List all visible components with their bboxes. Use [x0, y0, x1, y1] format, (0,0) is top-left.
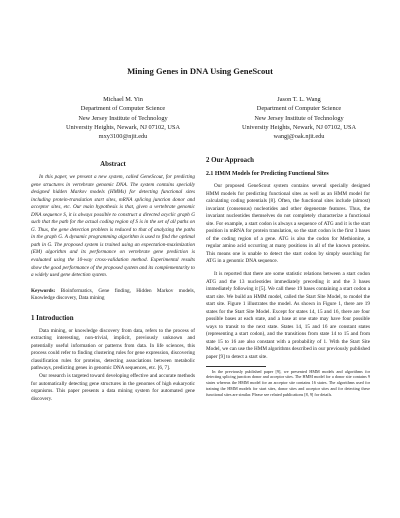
footnote-rule — [206, 366, 266, 367]
introduction-heading: 1 Introduction — [31, 314, 74, 322]
left-column — [31, 160, 195, 403]
footnote: In the previously published paper [9], we presented HMM models and algorithms for detecting splicing junction donor and acceptor sites. The HMM model for a donor site contains 9 states whereas the HMM model for an acceptor site contains 16 states. The algorithms used for training the HMM models for start sites, donor sites and acceptor sites and for detecting these functional sites are similar. Please see related publications [8, 9] for details. — [206, 368, 370, 398]
author-address: University Heights, Newark, NJ 07102, USA — [65, 123, 181, 131]
intro-paragraph: Data mining, or knowledge discovery from data, refers to the process of extracting interesting, non-trivial, implicit, previously unknown and potentially useful information or patterns from data. In life sciences, this process could refer to finding clustering rules for gene expression, discovering classification rules for proteins, detecting associations between metabolic pathways, predicting genes in genomic DNA sequences, etc. [6, 7]. — [31, 327, 195, 372]
abstract-heading: Abstract — [100, 161, 126, 168]
author-institution: New Jersey Institute of Technology — [254, 114, 344, 122]
author-address: University Heights, Newark, NJ 07102, USA — [241, 123, 357, 131]
author-block-2 — [204, 95, 394, 141]
abstract-text: In this paper, we present a new system, called GeneScout, for predicting gene structures in vertebrate genomic DNA. The system contains specially designed hidden Markov models (HMMs) for detecting functional sites including protein-translation start sites, mRNA splicing junction donor and acceptor sites, etc. Our main hypothesis is that, given a vertebrate genomic DNA sequence S, it is always possible to construct a directed acyclic graph G such that the path for the actual coding region of S is in the set of all paths on G. Thus, the gene detection problem is reduced to that of analyzing the paths in the graph G. A dynamic programming algorithm is used to find the optimal path in G. The proposed system is trained using an expectation-maximization (EM) algorithm and its performance on vertebrate gene prediction is evaluated using the 10-way cross-validation method. Experimental results show the good performance of the proposed system and its complementarity to a widely used gene detection system. — [31, 174, 195, 279]
paper-title: Mining Genes in DNA Using GeneScout — [127, 66, 273, 76]
intro-paragraph: Our research is targeted toward developing effective and accurate methods for automatically detecting gene structures in the genomes of high eukaryotic organisms. This paper presents a data mining system for automated gene discovery. — [31, 373, 195, 402]
right-column — [206, 156, 370, 398]
author-dept: Department of Computer Science — [80, 105, 166, 113]
author-institution: New Jersey Institute of Technology — [78, 114, 168, 122]
author-block-1 — [28, 95, 218, 141]
author-name: Jason T. L. Wang — [277, 96, 321, 103]
approach-paragraph: It is reported that there are some statistic relations between a start codon ATG and the 13 nucleotides immediately preceding it and the 3 bases immediately following it [5]. We call these 19 bases containing a start codon a start site. We build an HMM model, called the Start Site Model, to model the start site. Figure 1 illustrates the model. As shown in Figure 1, there are 19 states for the Start Site Model. Except for states 14, 15 and 16, there are four possible bases at each state, and a base at one state may have four possible ways to transit to the next state. States 14, 15 and 16 are constant states (representing a start codon), and the transitions from state 14 to 15 and from state 15 to 16 are also constant with a probability of 1. With the Start Site Model, we can use the HMM algorithms described in our previously published paper [9] to detect a start site. — [206, 271, 370, 361]
subsection-heading: 2.1 HMM Models for Predicting Functional Sites — [206, 171, 329, 177]
author-email: mxy3100@njit.edu — [98, 133, 148, 141]
keywords — [31, 288, 195, 303]
author-name: Michael M. Yin — [103, 96, 143, 103]
author-dept: Department of Computer Science — [256, 105, 342, 113]
author-email: wangj@oak.njit.edu — [273, 133, 325, 141]
approach-heading: 2 Our Approach — [206, 157, 254, 164]
approach-paragraph: Our proposed GeneScout system contains several specially designed HMM models for predicting functional sites as well as an HMM model for calculating coding potentials [8]. Often, the functional sites include (almost) invariant (consensus) nucleotides and other degenerate features. Thus, the invariant nucleotides themselves do not completely characterize a functional site. For example, a start codon is always a sequence of ATG and it is the start position in mRNA for protein translation, so the start codon is the first 3 bases of the coding region of a gene. ATG is also the codon for Methionine, a regular amino acid occurring at many positions in all of the known proteins. This means one is unable to detect the start codon by simply searching for ATG in a genomic DNA sequence. — [206, 183, 370, 265]
keywords-label: Keywords: — [31, 287, 56, 294]
keywords-text: Bioinformatics, Gene finding, Hidden Markov models, Knowledge discovery, Data mining — [31, 287, 195, 302]
